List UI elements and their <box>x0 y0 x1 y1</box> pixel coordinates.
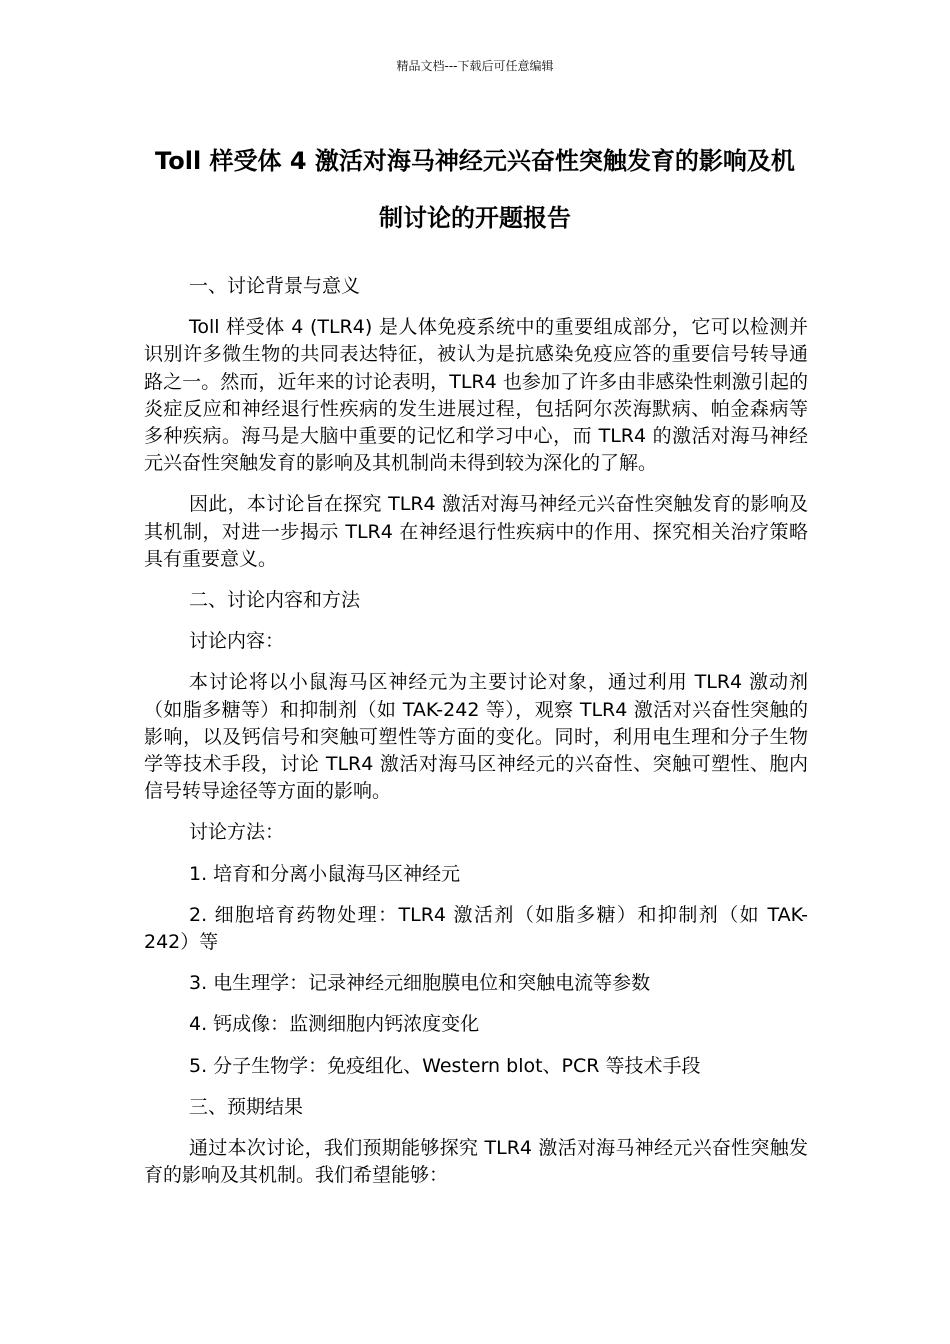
section-heading-expected-results: 三、预期结果 <box>189 1095 304 1118</box>
paragraph-content: 本讨论将以小鼠海马区神经元为主要讨论对象，通过利用 TLR4 激动剂（如脂多糖等）和抑制剂（如 TAK-242 等），观察 TLR4 激活对兴奋性突触的影响，以及钙信号和突触可塑性等方面的变化。同时，利用电生理和分子生物学等技术手段，讨论 TLR4 激活对海马区神经元的兴奋性、突触可塑性、胞内信号转导途径等方面的影响。 <box>144 671 808 803</box>
paragraph-tlr4-intro: Toll 样受体 4 (TLR4) 是人体免疫系统中的重要组成部分，它可以检测并识别许多微生物的共同表达特征，被认为是抗感染免疫应答的重要信号转导通路之一。然而，近年来的讨论表明，TLR4 也参加了许多由非感染性刺激引起的炎症反应和神经退行性疾病的发生进展过程，包括阿尔茨海默病、帕金森病等多种疾病。海马是大脑中重要的记忆和学习中心，而 TLR4 的激活对海马神经元兴奋性突触发育的影响及其机制尚未得到较为深化的了解。 <box>144 316 808 475</box>
subheading-content: 讨论内容： <box>189 630 285 653</box>
paragraph-research-aim: 因此，本讨论旨在探究 TLR4 激活对海马神经元兴奋性突触发育的影响及其机制，对进一步揭示 TLR4 在神经退行性疾病中的作用、探究相关治疗策略具有重要意义。 <box>144 493 808 570</box>
method-item-4: 4. 钙成像：监测细胞内钙浓度变化 <box>189 1013 480 1036</box>
method-item-3: 3. 电生理学：记录神经元细胞膜电位和突触电流等参数 <box>189 972 651 995</box>
method-item-2: 2. 细胞培育药物处理：TLR4 激活剂（如脂多糖）和抑制剂（如 TAK-242）等 <box>144 903 808 954</box>
paragraph-expected-results: 通过本次讨论，我们预期能够探究 TLR4 激活对海马神经元兴奋性突触发育的影响及其机制。我们希望能够： <box>144 1137 808 1187</box>
method-item-5: 5. 分子生物学：免疫组化、Western blot、PCR 等技术手段 <box>189 1054 701 1077</box>
method-item-1: 1. 培育和分离小鼠海马区神经元 <box>189 862 461 885</box>
document-title: Toll 样受体 4 激活对海马神经元兴奋性突触发育的影响及机制讨论的开题报告 <box>155 147 795 232</box>
section-heading-content-methods: 二、讨论内容和方法 <box>189 589 361 612</box>
section-heading-background: 一、讨论背景与意义 <box>189 275 361 297</box>
document-body <box>144 273 808 1203</box>
subheading-methods: 讨论方法： <box>189 821 285 844</box>
header-note: 精品文档---下载后可任意编辑 <box>396 59 554 73</box>
